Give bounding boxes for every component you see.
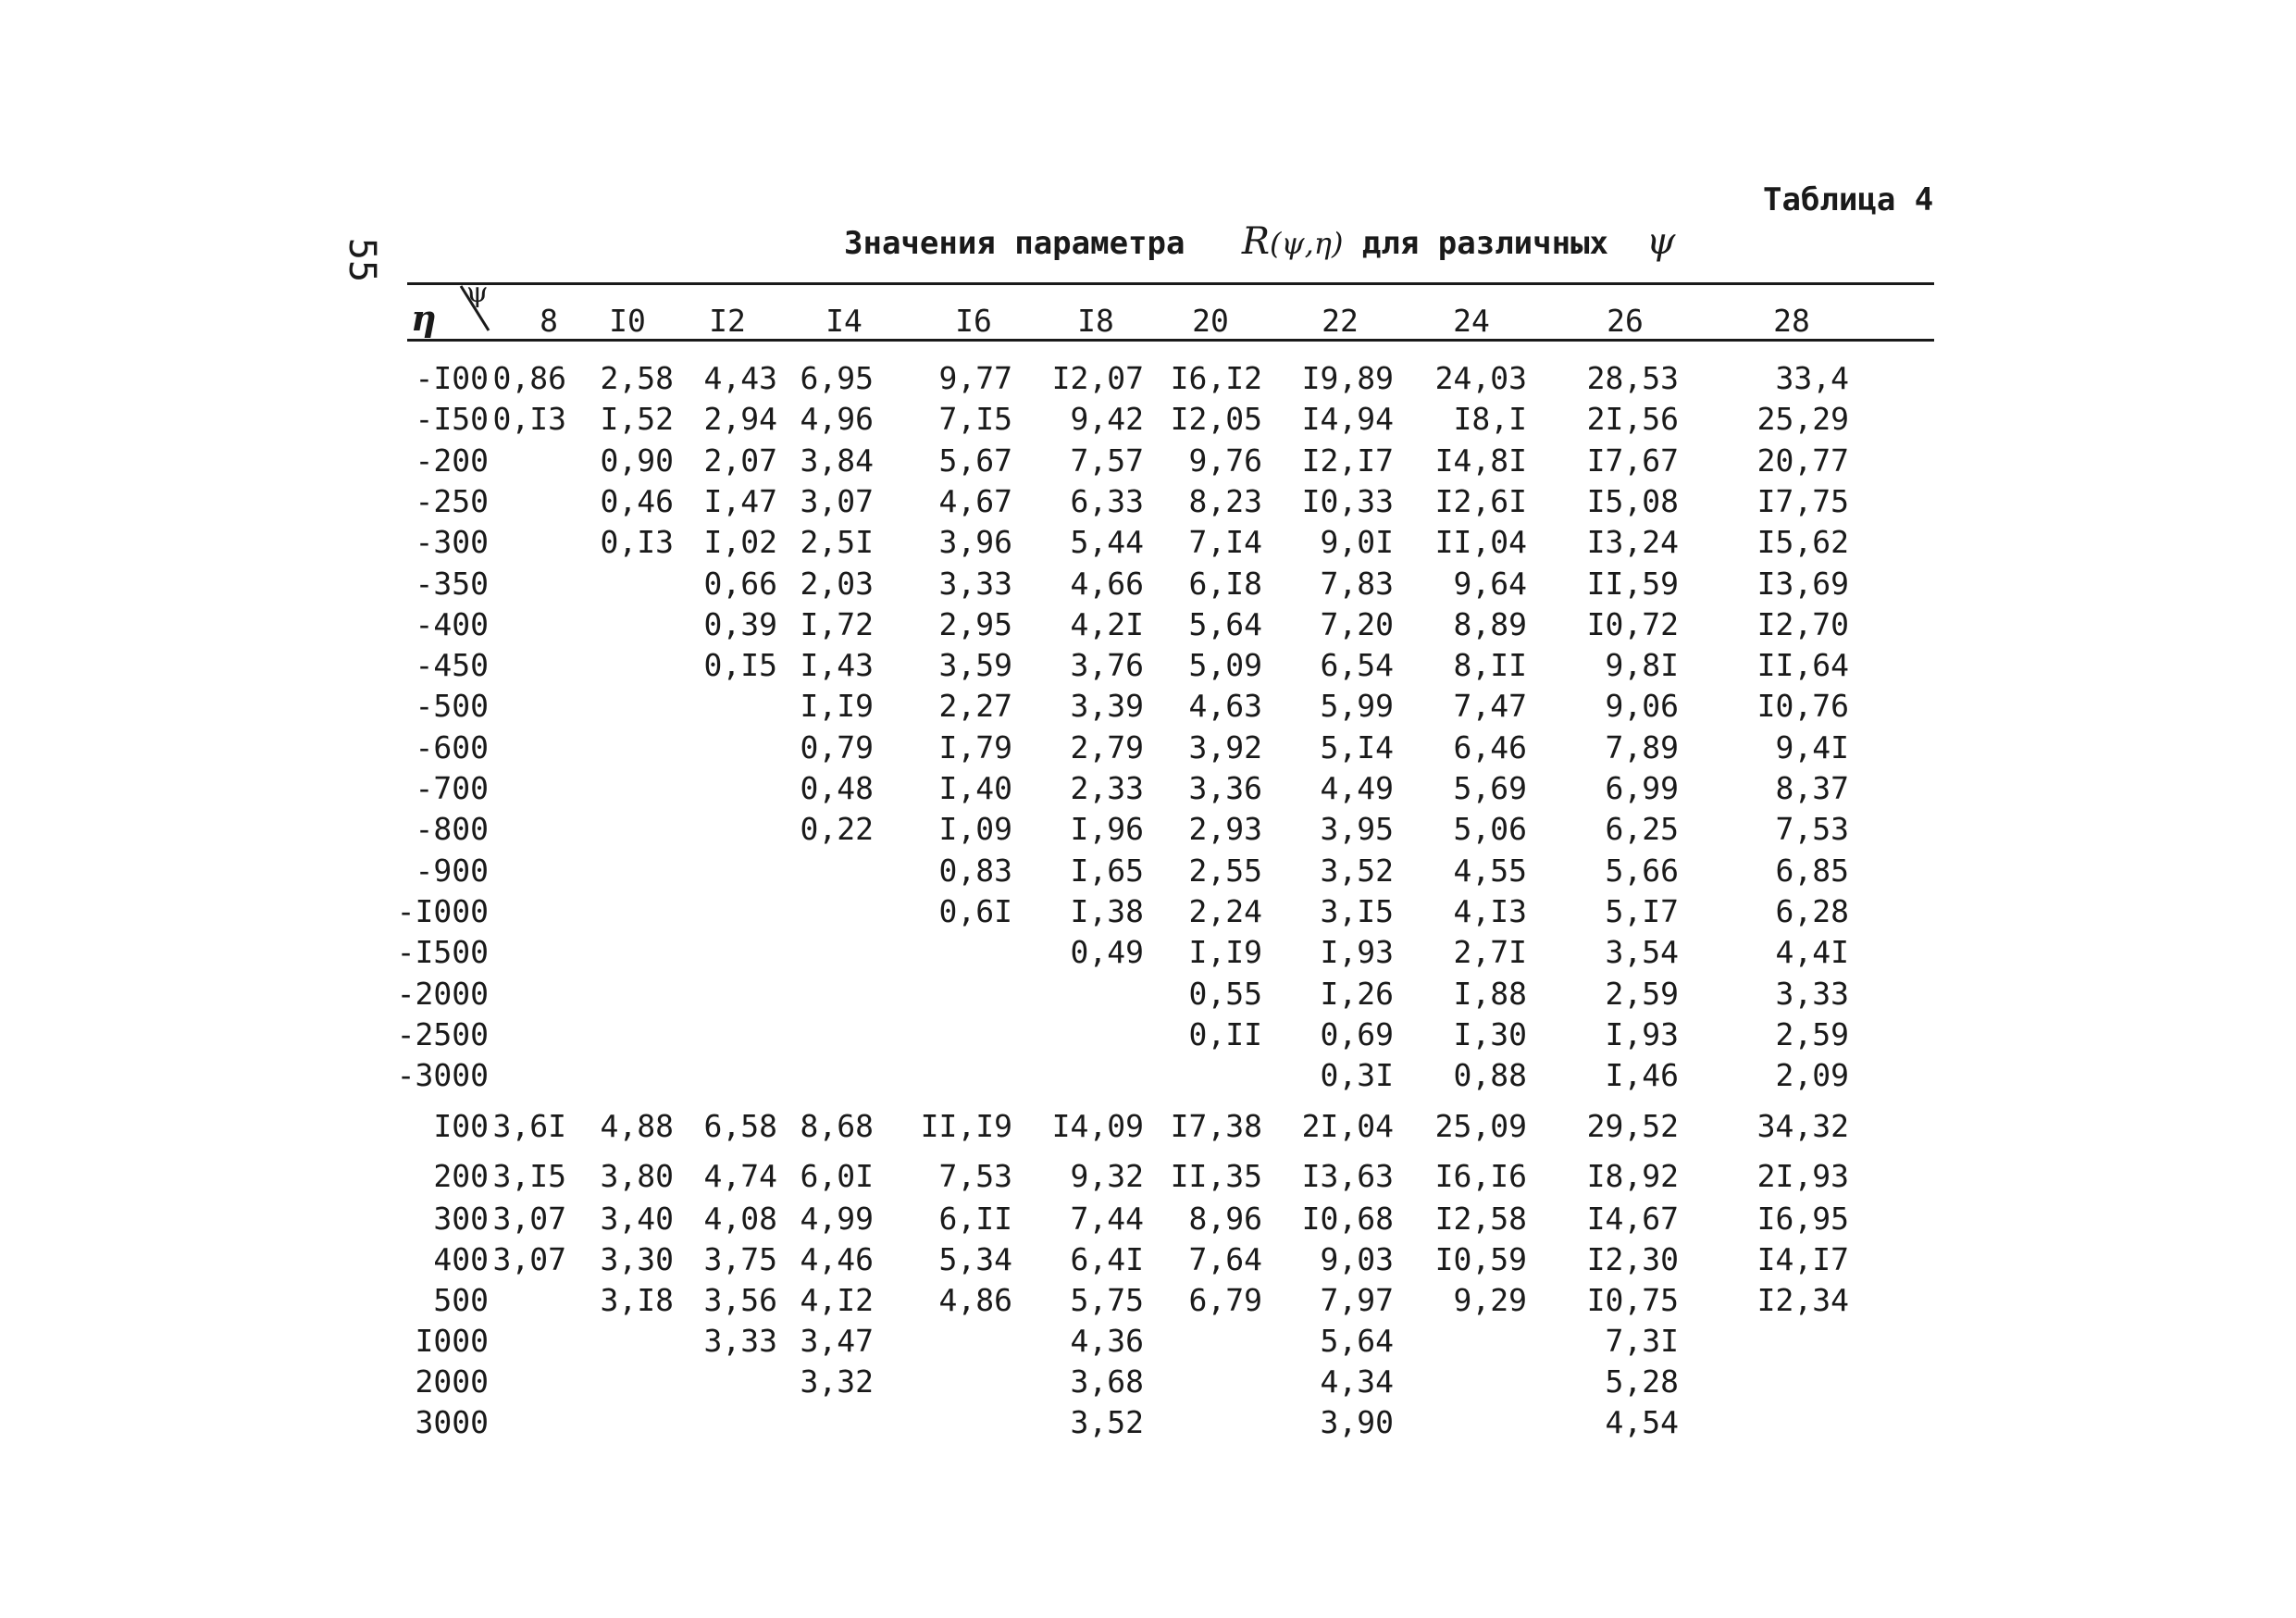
row-eta: -2000 <box>396 975 489 1012</box>
table-cell: 5,66 <box>1605 852 1679 889</box>
table-cell: 3,07 <box>492 1201 566 1237</box>
table-cell: I7,67 <box>1586 442 1679 479</box>
table-cell: I4,09 <box>1051 1108 1144 1144</box>
table-cell: 0,79 <box>800 728 874 765</box>
table-cell: 3,6I <box>492 1108 566 1144</box>
table-cell: 8,37 <box>1775 770 1849 806</box>
column-header: 8 <box>540 303 558 339</box>
table-cell: 3,07 <box>492 1241 566 1277</box>
table-cell: 5,06 <box>1453 811 1527 848</box>
table-cell: 3,33 <box>938 565 1012 602</box>
table-cell: 7,53 <box>1775 811 1849 848</box>
row-eta: -I000 <box>396 892 489 929</box>
table-cell: 4,2I <box>1070 605 1144 642</box>
row-eta: 200 <box>433 1158 489 1194</box>
table-cell: 6,95 <box>800 360 874 396</box>
column-header: 24 <box>1453 303 1490 339</box>
table-cell: 3,56 <box>703 1282 777 1318</box>
table-cell: 3,I8 <box>600 1282 674 1318</box>
table-cell: I,I9 <box>800 688 874 725</box>
table-cell: 6,28 <box>1775 892 1849 929</box>
table-cell: 6,58 <box>703 1108 777 1144</box>
table-cell: 0,90 <box>600 442 674 479</box>
table-cell: I5,08 <box>1586 482 1679 519</box>
table-cell: I,02 <box>703 524 777 561</box>
table-cell: 20,77 <box>1756 442 1849 479</box>
table-cell: 4,88 <box>600 1108 674 1144</box>
column-header: 28 <box>1773 303 1810 339</box>
table-cell: I2,07 <box>1051 360 1144 396</box>
table-cell: I5,62 <box>1756 524 1849 561</box>
table-cell: 29,52 <box>1586 1108 1679 1144</box>
table-cell: I2,I7 <box>1301 442 1394 479</box>
row-eta: -450 <box>415 647 489 684</box>
table-cell: 5,44 <box>1070 524 1144 561</box>
row-eta: 300 <box>433 1201 489 1237</box>
table-cell: 3,I5 <box>1320 892 1394 929</box>
table-cell: 8,II <box>1453 647 1527 684</box>
table-cell: I,47 <box>703 482 777 519</box>
table-cell: 5,28 <box>1605 1363 1679 1400</box>
table-cell: II,I9 <box>920 1108 1012 1144</box>
table-cell: 6,54 <box>1320 647 1394 684</box>
row-eta: -200 <box>415 442 489 479</box>
table-cell: 4,I2 <box>800 1282 874 1318</box>
table-cell: 0,I5 <box>703 647 777 684</box>
table-cell: 3,75 <box>703 1241 777 1277</box>
table-cell: 4,08 <box>703 1201 777 1237</box>
column-header: 22 <box>1322 303 1359 339</box>
table-cell: 3,32 <box>800 1363 874 1400</box>
table-cell: 4,49 <box>1320 770 1394 806</box>
table-cell: 6,25 <box>1605 811 1679 848</box>
table-cell: 3,84 <box>800 442 874 479</box>
row-eta: 3000 <box>415 1404 489 1440</box>
table-cell: 9,42 <box>1070 401 1144 438</box>
table-cell: 7,3I <box>1605 1323 1679 1359</box>
row-eta: -I50 <box>415 401 489 438</box>
page-number: 55 <box>341 237 384 283</box>
table-cell: 7,89 <box>1605 728 1679 765</box>
table-cell: I8,I <box>1453 401 1527 438</box>
row-eta: -500 <box>415 688 489 725</box>
table-cell: 0,88 <box>1453 1057 1527 1094</box>
row-eta: -800 <box>415 811 489 848</box>
table-cell: 2,03 <box>800 565 874 602</box>
table-cell: 3,36 <box>1188 770 1262 806</box>
table-cell: 3,90 <box>1320 1404 1394 1440</box>
table-cell: I0,59 <box>1434 1241 1527 1277</box>
table-cell: I2,30 <box>1586 1241 1679 1277</box>
row-eta: -350 <box>415 565 489 602</box>
row-eta: 400 <box>433 1241 489 1277</box>
table-cell: 0,II <box>1188 1015 1262 1052</box>
table-cell: 2,7I <box>1453 934 1527 971</box>
table-cell: 7,44 <box>1070 1201 1144 1237</box>
table-cell: I4,94 <box>1301 401 1394 438</box>
table-cell: 3,80 <box>600 1158 674 1194</box>
column-header: I2 <box>709 303 746 339</box>
table-cell: 4,55 <box>1453 852 1527 889</box>
row-eta: 2000 <box>415 1363 489 1400</box>
table-cell: 6,0I <box>800 1158 874 1194</box>
table-cell: I6,I2 <box>1170 360 1262 396</box>
caption-args: (ψ,η) <box>1270 226 1344 261</box>
table-cell: 9,77 <box>938 360 1012 396</box>
table-cell: I0,33 <box>1301 482 1394 519</box>
table-cell: 0,39 <box>703 605 777 642</box>
corner-col-var: ψ <box>466 277 489 309</box>
table-cell: 5,09 <box>1188 647 1262 684</box>
table-cell: I,88 <box>1453 975 1527 1012</box>
table-cell: I,30 <box>1453 1015 1527 1052</box>
table-cell: 3,92 <box>1188 728 1262 765</box>
table-cell: 6,I8 <box>1188 565 1262 602</box>
table-cell: 0,22 <box>800 811 874 848</box>
table-cell: 7,I4 <box>1188 524 1262 561</box>
column-header: 26 <box>1607 303 1644 339</box>
table-cell: I2,6I <box>1434 482 1527 519</box>
table-cell: 2,5I <box>800 524 874 561</box>
table-cell: 4,36 <box>1070 1323 1144 1359</box>
table-cell: 0,46 <box>600 482 674 519</box>
table-cell: I,43 <box>800 647 874 684</box>
row-eta: I000 <box>415 1323 489 1359</box>
table-label: Таблица 4 <box>1763 181 1934 218</box>
table-header-rule <box>407 339 1934 342</box>
table-cell: 3,I5 <box>492 1158 566 1194</box>
corner-row-var: η <box>411 297 437 339</box>
table-cell: 9,76 <box>1188 442 1262 479</box>
table-cell: I0,76 <box>1756 688 1849 725</box>
table-cell: 0,69 <box>1320 1015 1394 1052</box>
table-cell: 2,94 <box>703 401 777 438</box>
table-cell: I7,75 <box>1756 482 1849 519</box>
table-cell: 9,0I <box>1320 524 1394 561</box>
table-cell: I9,89 <box>1301 360 1394 396</box>
table-cell: I,46 <box>1605 1057 1679 1094</box>
table-cell: 2,09 <box>1775 1057 1849 1094</box>
table-cell: I,93 <box>1320 934 1394 971</box>
table-cell: 5,69 <box>1453 770 1527 806</box>
table-cell: 2I,04 <box>1301 1108 1394 1144</box>
table-cell: 4,66 <box>1070 565 1144 602</box>
table-cell: 3,96 <box>938 524 1012 561</box>
table-cell: 33,4 <box>1775 360 1849 396</box>
caption-symbol: R <box>1241 220 1271 263</box>
table-cell: 0,I3 <box>600 524 674 561</box>
table-cell: 5,I7 <box>1605 892 1679 929</box>
table-cell: 7,53 <box>938 1158 1012 1194</box>
table-cell: 9,06 <box>1605 688 1679 725</box>
row-eta: -I00 <box>415 360 489 396</box>
table-cell: I7,38 <box>1170 1108 1262 1144</box>
row-eta: I00 <box>433 1108 489 1144</box>
table-cell: 4,54 <box>1605 1404 1679 1440</box>
table-cell: II,35 <box>1170 1158 1262 1194</box>
caption-var: ψ <box>1645 220 1676 263</box>
table-cell: I,I9 <box>1188 934 1262 971</box>
table-cell: 28,53 <box>1586 360 1679 396</box>
table-cell: 2,95 <box>938 605 1012 642</box>
table-cell: I,52 <box>600 401 674 438</box>
table-cell: I3,69 <box>1756 565 1849 602</box>
table-cell: 7,47 <box>1453 688 1527 725</box>
row-eta: -2500 <box>396 1015 489 1052</box>
table-cell: 5,I4 <box>1320 728 1394 765</box>
table-cell: 4,86 <box>938 1282 1012 1318</box>
table-cell: 2I,56 <box>1586 401 1679 438</box>
table-cell: 4,67 <box>938 482 1012 519</box>
caption-suffix: для различных <box>1361 225 1609 262</box>
table-cell: 2I,93 <box>1756 1158 1849 1194</box>
table-cell: 3,07 <box>800 482 874 519</box>
table-cell: 9,64 <box>1453 565 1527 602</box>
table-cell: 4,I3 <box>1453 892 1527 929</box>
table-cell: I,40 <box>938 770 1012 806</box>
table-cell: 34,32 <box>1756 1108 1849 1144</box>
row-eta: -250 <box>415 482 489 519</box>
table-cell: I0,72 <box>1586 605 1679 642</box>
table-cell: 0,49 <box>1070 934 1144 971</box>
table-cell: 4,34 <box>1320 1363 1394 1400</box>
table-cell: 6,99 <box>1605 770 1679 806</box>
table-cell: 4,99 <box>800 1201 874 1237</box>
table-cell: 6,33 <box>1070 482 1144 519</box>
table-cell: 8,96 <box>1188 1201 1262 1237</box>
table-cell: 8,89 <box>1453 605 1527 642</box>
table-cell: 7,64 <box>1188 1241 1262 1277</box>
table-cell: 3,95 <box>1320 811 1394 848</box>
table-cell: 2,24 <box>1188 892 1262 929</box>
table-cell: I2,58 <box>1434 1201 1527 1237</box>
table-cell: 2,79 <box>1070 728 1144 765</box>
column-header: 20 <box>1192 303 1229 339</box>
table-cell: 4,63 <box>1188 688 1262 725</box>
column-header: I4 <box>825 303 863 339</box>
table-cell: 9,32 <box>1070 1158 1144 1194</box>
table-cell: 2,59 <box>1605 975 1679 1012</box>
table-cell: 2,33 <box>1070 770 1144 806</box>
table-cell: I6,95 <box>1756 1201 1849 1237</box>
table-cell: 3,30 <box>600 1241 674 1277</box>
table-cell: 6,85 <box>1775 852 1849 889</box>
table-cell: I3,63 <box>1301 1158 1394 1194</box>
table-cell: 9,8I <box>1605 647 1679 684</box>
table-cell: I0,75 <box>1586 1282 1679 1318</box>
table-cell: 0,I3 <box>492 401 566 438</box>
table-cell: I8,92 <box>1586 1158 1679 1194</box>
column-header: I8 <box>1077 303 1114 339</box>
table-cell: 9,4I <box>1775 728 1849 765</box>
table-cell: 3,39 <box>1070 688 1144 725</box>
table-cell: I2,05 <box>1170 401 1262 438</box>
table-cell: 7,97 <box>1320 1282 1394 1318</box>
table-cell: 0,55 <box>1188 975 1262 1012</box>
table-top-rule <box>407 282 1934 285</box>
table-cell: 3,52 <box>1320 852 1394 889</box>
table-cell: 2,55 <box>1188 852 1262 889</box>
table-cell: 2,07 <box>703 442 777 479</box>
table-cell: 5,75 <box>1070 1282 1144 1318</box>
table-cell: 6,II <box>938 1201 1012 1237</box>
caption-prefix: Значения параметра <box>844 225 1185 262</box>
row-eta: -400 <box>415 605 489 642</box>
table-cell: I4,I7 <box>1756 1241 1849 1277</box>
table-cell: I,96 <box>1070 811 1144 848</box>
table-cell: II,64 <box>1756 647 1849 684</box>
table-cell: 2,93 <box>1188 811 1262 848</box>
table-cell: 5,99 <box>1320 688 1394 725</box>
table-cell: I,65 <box>1070 852 1144 889</box>
table-cell: I,09 <box>938 811 1012 848</box>
table-cell: 2,58 <box>600 360 674 396</box>
table-cell: 4,96 <box>800 401 874 438</box>
table-cell: I,93 <box>1605 1015 1679 1052</box>
table-cell: 0,66 <box>703 565 777 602</box>
table-cell: 2,27 <box>938 688 1012 725</box>
table-cell: I,79 <box>938 728 1012 765</box>
table-cell: 6,46 <box>1453 728 1527 765</box>
row-eta: -700 <box>415 770 489 806</box>
table-cell: 5,34 <box>938 1241 1012 1277</box>
table-cell: 7,20 <box>1320 605 1394 642</box>
table-cell: 5,64 <box>1320 1323 1394 1359</box>
row-eta: -900 <box>415 852 489 889</box>
table-cell: 5,64 <box>1188 605 1262 642</box>
table-cell: 6,4I <box>1070 1241 1144 1277</box>
table-cell: I2,34 <box>1756 1282 1849 1318</box>
table-cell: 3,54 <box>1605 934 1679 971</box>
table-cell: 5,67 <box>938 442 1012 479</box>
table-cell: I4,67 <box>1586 1201 1679 1237</box>
table-cell: 0,86 <box>492 360 566 396</box>
table-cell: 9,29 <box>1453 1282 1527 1318</box>
table-cell: 25,09 <box>1434 1108 1527 1144</box>
table-cell: II,59 <box>1586 565 1679 602</box>
table-cell: 9,03 <box>1320 1241 1394 1277</box>
column-header: I0 <box>609 303 646 339</box>
table-cell: 7,83 <box>1320 565 1394 602</box>
table-cell: I,26 <box>1320 975 1394 1012</box>
table-cell: I0,68 <box>1301 1201 1394 1237</box>
table-cell: I6,I6 <box>1434 1158 1527 1194</box>
table-cell: 24,03 <box>1434 360 1527 396</box>
table-cell: 8,68 <box>800 1108 874 1144</box>
table-cell: 0,83 <box>938 852 1012 889</box>
table-cell: 2,59 <box>1775 1015 1849 1052</box>
row-eta: -600 <box>415 728 489 765</box>
table-cell: 0,3I <box>1320 1057 1394 1094</box>
column-header: I6 <box>955 303 992 339</box>
table-cell: 3,52 <box>1070 1404 1144 1440</box>
row-eta: 500 <box>433 1282 489 1318</box>
table-cell: I2,70 <box>1756 605 1849 642</box>
table-cell: I4,8I <box>1434 442 1527 479</box>
table-cell: 3,59 <box>938 647 1012 684</box>
table-cell: 25,29 <box>1756 401 1849 438</box>
table-corner-cell <box>407 277 490 339</box>
table-cell: 4,74 <box>703 1158 777 1194</box>
table-cell: 4,46 <box>800 1241 874 1277</box>
table-cell: 0,48 <box>800 770 874 806</box>
row-eta: -I500 <box>396 934 489 971</box>
table-cell: 4,43 <box>703 360 777 396</box>
table-cell: I,38 <box>1070 892 1144 929</box>
table-cell: 7,57 <box>1070 442 1144 479</box>
table-cell: 8,23 <box>1188 482 1262 519</box>
table-caption <box>844 220 1675 263</box>
row-eta: -300 <box>415 524 489 561</box>
table-cell: 3,33 <box>703 1323 777 1359</box>
table-cell: 6,79 <box>1188 1282 1262 1318</box>
row-eta: -3000 <box>396 1057 489 1094</box>
table-cell: 0,6I <box>938 892 1012 929</box>
table-cell: I3,24 <box>1586 524 1679 561</box>
table-cell: 3,40 <box>600 1201 674 1237</box>
table-cell: 3,68 <box>1070 1363 1144 1400</box>
table-cell: 3,76 <box>1070 647 1144 684</box>
table-cell: 7,I5 <box>938 401 1012 438</box>
table-cell: I,72 <box>800 605 874 642</box>
table-cell: 3,47 <box>800 1323 874 1359</box>
table-cell: 3,33 <box>1775 975 1849 1012</box>
table-cell: II,04 <box>1434 524 1527 561</box>
table-cell: 4,4I <box>1775 934 1849 971</box>
